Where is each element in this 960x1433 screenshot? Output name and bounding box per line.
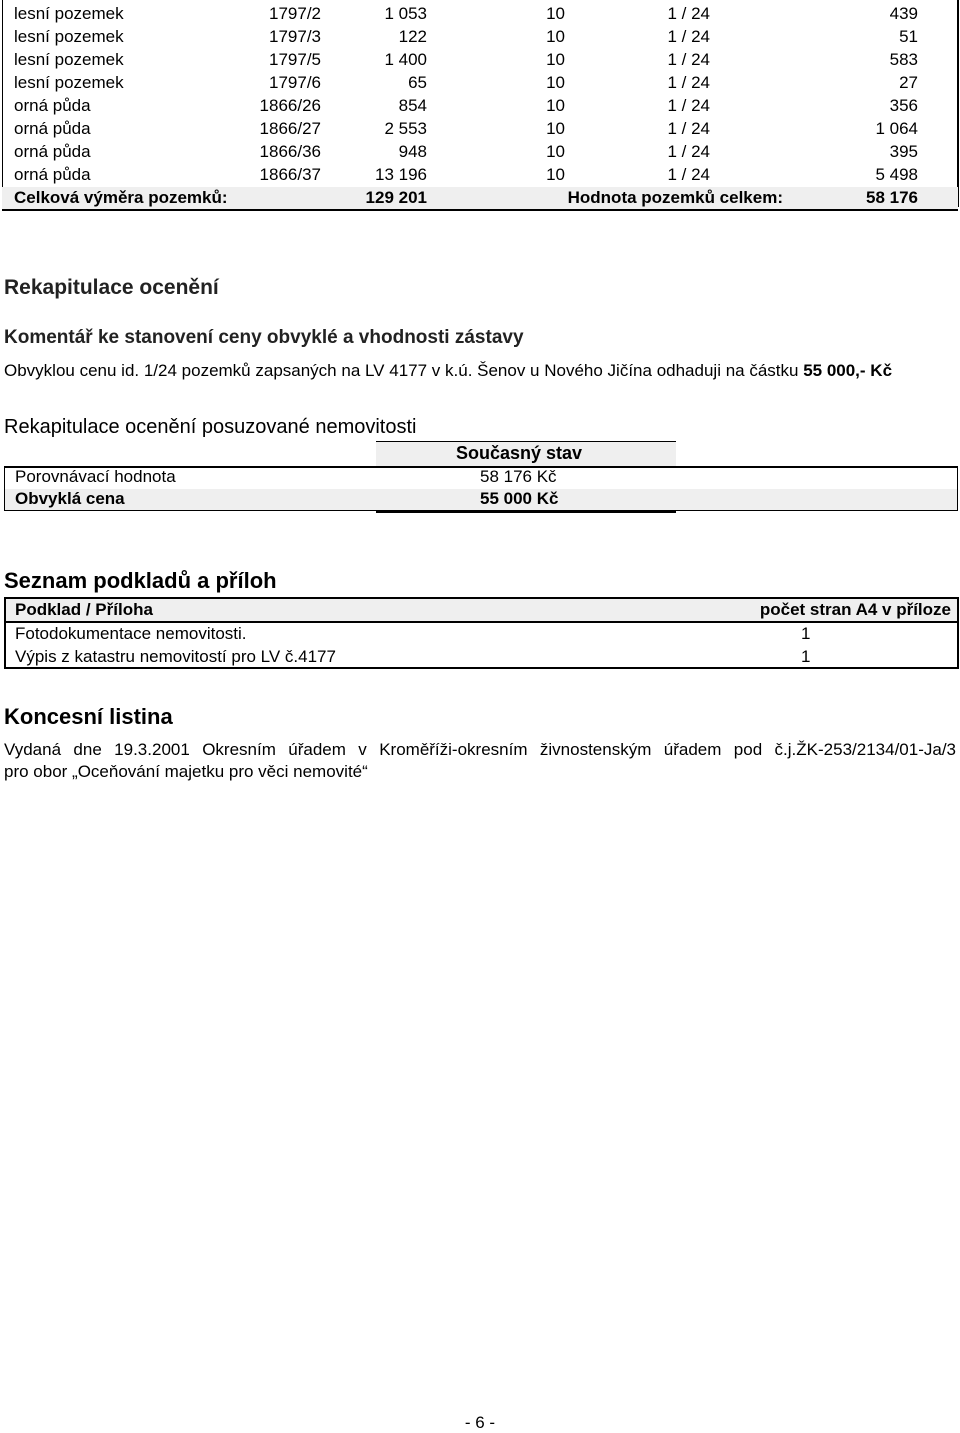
comment-paragraph xyxy=(4,361,892,381)
total-area-label: Celková výměra pozemků: xyxy=(14,188,228,207)
table-row xyxy=(2,2,958,25)
attachment-pages: 1 xyxy=(801,647,811,666)
parcel-number: 1866/26 xyxy=(259,96,321,115)
parcel-value: 583 xyxy=(889,50,918,69)
unit-price: 10 xyxy=(546,96,565,115)
parcel-number: 1866/36 xyxy=(259,142,321,161)
parcel-area: 1 053 xyxy=(384,4,427,23)
concession-line-2: pro obor „Oceňování majetku pro věci nemovité“ xyxy=(4,762,368,781)
comment-heading: Komentář ke stanovení ceny obvyklé a vhodnosti zástavy xyxy=(4,327,524,348)
land-type: lesní pozemek xyxy=(14,73,124,92)
recap-bottom-rule xyxy=(376,510,676,513)
parcel-number: 1797/6 xyxy=(269,73,321,92)
land-type: orná půda xyxy=(14,119,91,138)
attachment-doc: Fotodokumentace nemovitosti. xyxy=(15,624,247,643)
unit-price: 10 xyxy=(546,50,565,69)
concession-heading: Koncesní listina xyxy=(4,704,173,729)
parcel-number: 1866/37 xyxy=(259,165,321,184)
land-total-row xyxy=(2,187,958,211)
table-row xyxy=(2,163,958,186)
page-number: - 6 - xyxy=(464,1413,496,1432)
attachments-col-doc: Podklad / Příloha xyxy=(15,600,153,619)
total-value-label: Hodnota pozemků celkem: xyxy=(567,188,783,207)
parcel-number: 1866/27 xyxy=(259,119,321,138)
parcel-area: 13 196 xyxy=(375,165,427,184)
unit-price: 10 xyxy=(546,165,565,184)
parcel-value: 395 xyxy=(889,142,918,161)
land-table xyxy=(2,2,958,211)
recap-row-label: Obvyklá cena xyxy=(15,489,125,508)
attachments-table xyxy=(4,597,959,669)
table-row xyxy=(2,140,958,163)
ownership-share: 1 / 24 xyxy=(667,96,710,115)
parcel-area: 122 xyxy=(398,27,427,46)
unit-price: 10 xyxy=(546,119,565,138)
table-row xyxy=(2,25,958,48)
attachment-pages: 1 xyxy=(801,624,811,643)
parcel-area: 65 xyxy=(408,73,427,92)
parcel-value: 51 xyxy=(899,27,918,46)
recap-row-value: 58 176 Kč xyxy=(480,467,557,486)
concession-line-1: Vydaná dne 19.3.2001 Okresním úřadem v Kroměříži-okresním živnostenským úřadem pod č.j.ŽK-253/2134/01-Ja/3 xyxy=(4,740,956,759)
recap-table-heading: Rekapitulace ocenění posuzované nemovitosti xyxy=(4,416,417,438)
ownership-share: 1 / 24 xyxy=(667,4,710,23)
unit-price: 10 xyxy=(546,27,565,46)
parcel-area: 948 xyxy=(398,142,427,161)
parcel-value: 5 498 xyxy=(875,165,918,184)
parcel-number: 1797/2 xyxy=(269,4,321,23)
recap-heading: Rekapitulace ocenění xyxy=(4,276,219,299)
land-type: orná půda xyxy=(14,142,91,161)
recap-col-header: Současný stav xyxy=(456,443,583,463)
attachments-col-pages: počet stran A4 v příloze xyxy=(759,600,951,619)
total-value: 58 176 xyxy=(866,188,918,207)
recap-table xyxy=(4,441,959,513)
land-type: orná půda xyxy=(14,96,91,115)
comment-amount: 55 000,- Kč xyxy=(803,361,893,380)
ownership-share: 1 / 24 xyxy=(667,165,710,184)
ownership-share: 1 / 24 xyxy=(667,50,710,69)
land-type: lesní pozemek xyxy=(14,50,124,69)
parcel-value: 1 064 xyxy=(875,119,918,138)
table-row xyxy=(2,94,958,117)
table-row xyxy=(2,71,958,94)
land-type: lesní pozemek xyxy=(14,27,124,46)
parcel-area: 854 xyxy=(398,96,427,115)
parcel-value: 27 xyxy=(899,73,918,92)
recap-row-value: 55 000 Kč xyxy=(480,489,559,508)
total-area: 129 201 xyxy=(365,188,427,207)
parcel-number: 1797/3 xyxy=(269,27,321,46)
parcel-value: 356 xyxy=(889,96,918,115)
ownership-share: 1 / 24 xyxy=(667,119,710,138)
table-row xyxy=(2,48,958,71)
unit-price: 10 xyxy=(546,73,565,92)
unit-price: 10 xyxy=(546,4,565,23)
attachments-heading: Seznam podkladů a příloh xyxy=(4,568,277,593)
parcel-value: 439 xyxy=(889,4,918,23)
ownership-share: 1 / 24 xyxy=(667,142,710,161)
land-type: orná půda xyxy=(14,165,91,184)
parcel-area: 1 400 xyxy=(384,50,427,69)
ownership-share: 1 / 24 xyxy=(667,73,710,92)
ownership-share: 1 / 24 xyxy=(667,27,710,46)
comment-text: Obvyklou cenu id. 1/24 pozemků zapsaných na LV 4177 v k.ú. Šenov u Nového Jičína odhaduji na částku xyxy=(4,361,804,380)
land-type: lesní pozemek xyxy=(14,4,124,23)
recap-row-label: Porovnávací hodnota xyxy=(15,467,176,486)
table-row xyxy=(2,117,958,140)
parcel-area: 2 553 xyxy=(384,119,427,138)
parcel-number: 1797/5 xyxy=(269,50,321,69)
unit-price: 10 xyxy=(546,142,565,161)
attachment-doc: Výpis z katastru nemovitostí pro LV č.4177 xyxy=(15,647,336,666)
